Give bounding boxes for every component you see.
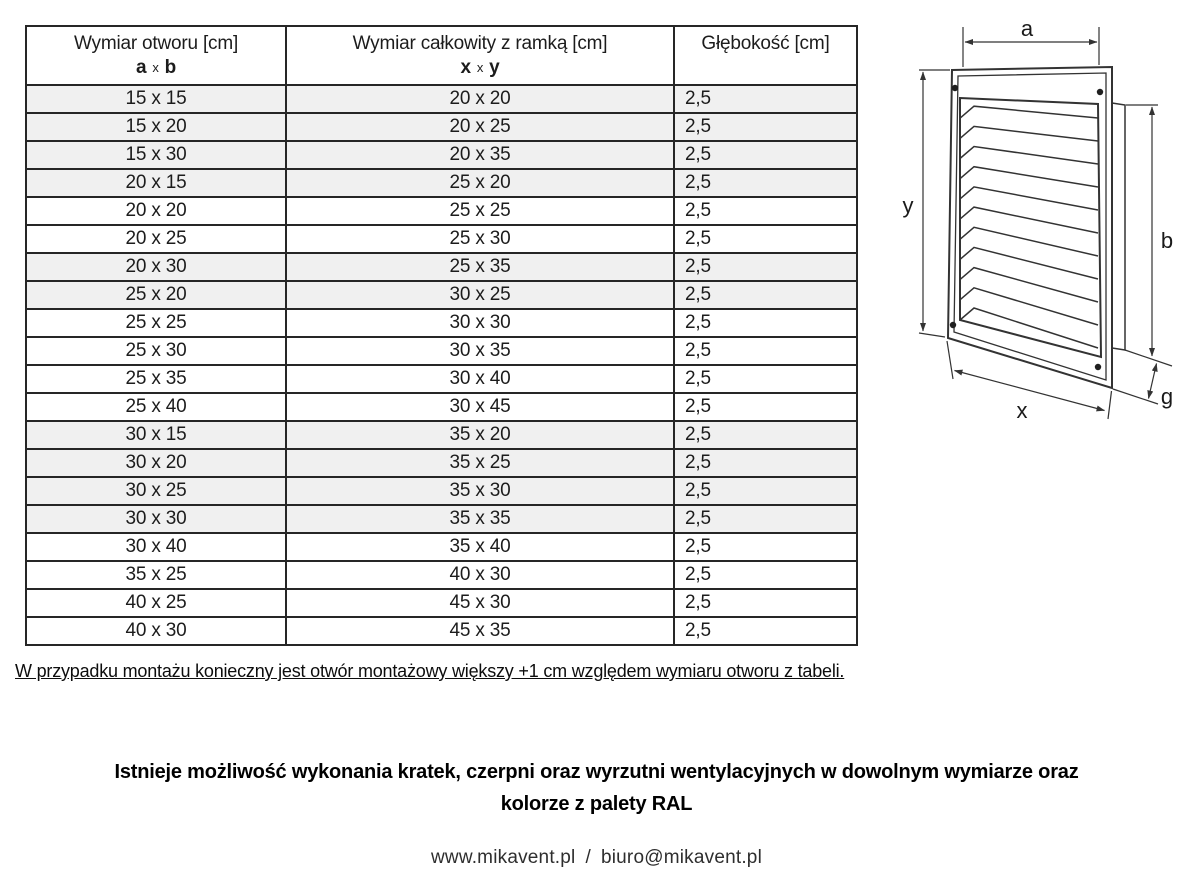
cell-depth: 2,5 (674, 169, 857, 197)
table-row (26, 589, 857, 617)
table-row (26, 141, 857, 169)
grille-louver-panel (960, 98, 1101, 357)
cell-opening-size: 20 x 25 (26, 225, 286, 253)
cell-total-size: 30 x 35 (286, 337, 674, 365)
cell-opening-size: 35 x 25 (26, 561, 286, 589)
cell-total-size: 25 x 35 (286, 253, 674, 281)
cell-depth: 2,5 (674, 225, 857, 253)
contact-footer (0, 847, 1193, 869)
screw-icon (950, 322, 956, 328)
cell-total-size: 35 x 25 (286, 449, 674, 477)
cell-opening-size: 25 x 25 (26, 309, 286, 337)
dimension-label-x: x (1016, 398, 1028, 423)
col-header-opening-title: Wymiar otworu [cm] (73, 33, 239, 54)
dimension-label-y: y (902, 193, 914, 218)
cell-depth: 2,5 (674, 281, 857, 309)
cell-opening-size: 15 x 15 (26, 85, 286, 113)
cell-depth: 2,5 (674, 589, 857, 617)
cell-opening-size: 30 x 15 (26, 421, 286, 449)
cell-total-size: 30 x 30 (286, 309, 674, 337)
size-table-body (26, 85, 857, 645)
cell-depth: 2,5 (674, 113, 857, 141)
cell-total-size: 40 x 30 (286, 561, 674, 589)
cell-total-size: 25 x 25 (286, 197, 674, 225)
screw-icon (1097, 89, 1103, 95)
col-header-total-sub: x x y (460, 57, 500, 78)
cell-opening-size: 20 x 15 (26, 169, 286, 197)
table-header-row (26, 26, 857, 85)
table-row (26, 365, 857, 393)
footer-separator: / (585, 847, 591, 868)
grille-technical-drawing (895, 5, 1193, 450)
cell-total-size: 20 x 20 (286, 85, 674, 113)
cell-depth: 2,5 (674, 85, 857, 113)
cell-depth: 2,5 (674, 197, 857, 225)
col-header-opening-sub: a x b (135, 57, 177, 78)
cell-opening-size: 25 x 30 (26, 337, 286, 365)
cell-total-size: 35 x 35 (286, 505, 674, 533)
table-row (26, 477, 857, 505)
cell-opening-size: 30 x 20 (26, 449, 286, 477)
table-row (26, 169, 857, 197)
col-header-opening-size (26, 26, 286, 85)
table-row (26, 421, 857, 449)
cell-opening-size: 15 x 20 (26, 113, 286, 141)
dimension-label-b: b (1160, 228, 1174, 253)
cell-depth: 2,5 (674, 449, 857, 477)
custom-size-statement (0, 756, 1193, 820)
table-row (26, 113, 857, 141)
cell-opening-size: 30 x 40 (26, 533, 286, 561)
statement-line-2: kolorze z palety RAL (500, 793, 693, 815)
table-row (26, 393, 857, 421)
cell-depth: 2,5 (674, 393, 857, 421)
cell-depth: 2,5 (674, 477, 857, 505)
statement-line-1: Istnieje możliwość wykonania kratek, czerpni oraz wyrzutni wentylacyjnych w dowolnym wymiarze oraz (114, 761, 1079, 783)
cell-opening-size: 30 x 30 (26, 505, 286, 533)
cell-opening-size: 40 x 30 (26, 617, 286, 645)
table-row (26, 561, 857, 589)
cell-depth: 2,5 (674, 533, 857, 561)
cell-total-size: 45 x 35 (286, 617, 674, 645)
screw-icon (1095, 364, 1101, 370)
cell-total-size: 20 x 35 (286, 141, 674, 169)
cell-depth: 2,5 (674, 337, 857, 365)
table-row (26, 281, 857, 309)
cell-opening-size: 25 x 20 (26, 281, 286, 309)
cell-total-size: 45 x 30 (286, 589, 674, 617)
cell-depth: 2,5 (674, 505, 857, 533)
cell-depth: 2,5 (674, 617, 857, 645)
cell-total-size: 30 x 25 (286, 281, 674, 309)
cell-opening-size: 25 x 35 (26, 365, 286, 393)
screw-icon (952, 85, 958, 91)
table-row (26, 533, 857, 561)
cell-total-size: 20 x 25 (286, 113, 674, 141)
cell-total-size: 25 x 20 (286, 169, 674, 197)
cell-opening-size: 15 x 30 (26, 141, 286, 169)
cell-depth: 2,5 (674, 141, 857, 169)
size-table (25, 25, 858, 646)
table-row (26, 617, 857, 645)
cell-opening-size: 30 x 25 (26, 477, 286, 505)
cell-total-size: 30 x 40 (286, 365, 674, 393)
cell-total-size: 35 x 20 (286, 421, 674, 449)
table-row (26, 197, 857, 225)
cell-depth: 2,5 (674, 421, 857, 449)
cell-depth: 2,5 (674, 561, 857, 589)
dimension-label-a: a (1020, 16, 1034, 41)
table-row (26, 505, 857, 533)
cell-total-size: 25 x 30 (286, 225, 674, 253)
email-link[interactable]: biuro@mikavent.pl (600, 847, 763, 868)
cell-total-size: 30 x 45 (286, 393, 674, 421)
cell-total-size: 35 x 40 (286, 533, 674, 561)
table-row (26, 337, 857, 365)
col-header-total-title: Wymiar całkowity z ramką [cm] (352, 33, 608, 54)
cell-total-size: 35 x 30 (286, 477, 674, 505)
mounting-note: W przypadku montażu konieczny jest otwór montażowy większy +1 cm względem wymiaru otworu z tabeli. (15, 661, 845, 681)
col-header-depth-title: Głębokość [cm] (701, 33, 830, 54)
grille-back-plate (1112, 103, 1125, 350)
cell-depth: 2,5 (674, 309, 857, 337)
table-row (26, 253, 857, 281)
cell-depth: 2,5 (674, 365, 857, 393)
col-header-depth (674, 26, 857, 85)
cell-opening-size: 20 x 20 (26, 197, 286, 225)
cell-depth: 2,5 (674, 253, 857, 281)
table-row (26, 309, 857, 337)
cell-opening-size: 25 x 40 (26, 393, 286, 421)
col-header-total-size (286, 26, 674, 85)
table-row (26, 225, 857, 253)
dimension-label-g: g (1160, 384, 1174, 409)
table-row (26, 449, 857, 477)
table-row (26, 85, 857, 113)
cell-opening-size: 20 x 30 (26, 253, 286, 281)
website-link[interactable]: www.mikavent.pl (430, 847, 576, 868)
cell-opening-size: 40 x 25 (26, 589, 286, 617)
